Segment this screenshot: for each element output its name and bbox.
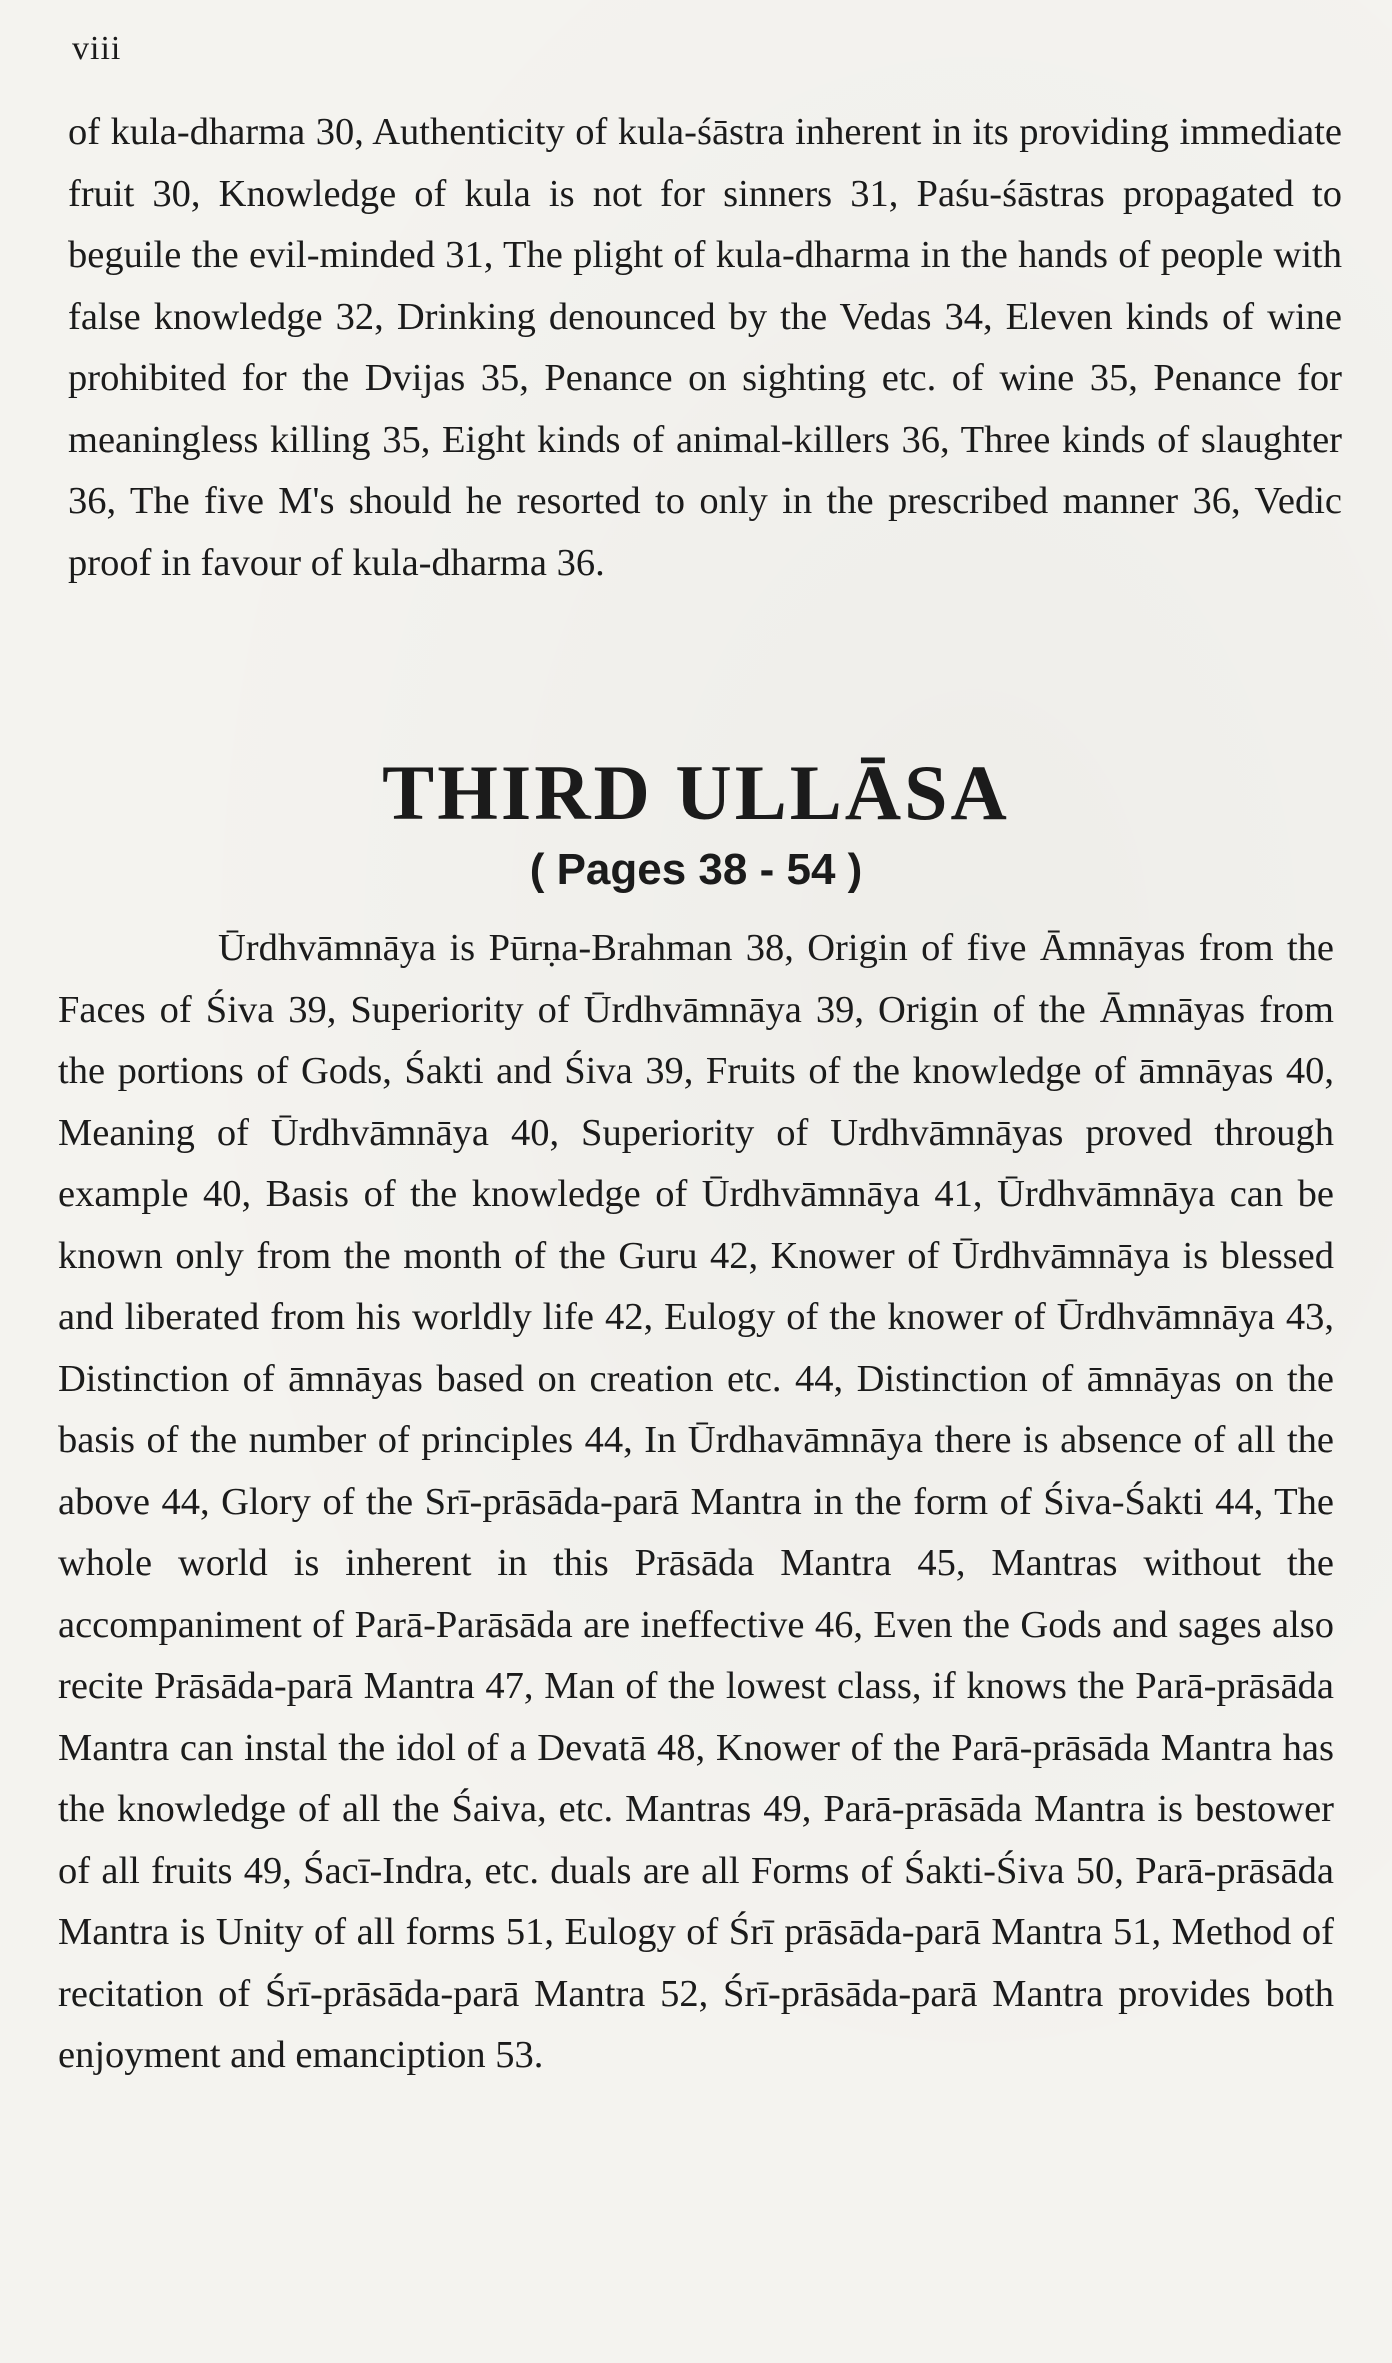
page-number: viii: [72, 30, 122, 67]
continued-contents-paragraph: of kula-dharma 30, Authenticity of kula-śāstra inherent in its providing immediate fruit 30, Knowledge of kula is not for sinners 31, Paśu-śāstras propagated to beguile the evil-minded 31, The plight of kula-dharma in the hands of people with false knowledge 32, Drinking denounced by the Vedas 34, Eleven kinds of wine prohibited for the Dvijas 35, Penance on sighting etc. of wine 35, Penance for meaningless killing 35, Eight kinds of animal-killers 36, Three kinds of slaughter 36, The five M's should he resorted to only in the prescribed manner 36, Vedic proof in favour of kula-dharma 36.: [68, 111, 1342, 584]
section-body-text: Ūrdhvāmnāya is Pūrṇa-Brahman 38, Origin of five Āmnāyas from the Faces of Śiva 39, Superiority of Ūrdhvāmnāya 39, Origin of the Āmnāyas from the portions of Gods, Śakti and Śiva 39, Fruits of the knowledge of āmnāyas 40, Meaning of Ūrdhvāmnāya 40, Superiority of Urdhvāmnāyas proved through example 40, Basis of the knowledge of Ūrdhvāmnāya 41, Ūrdhvāmnāya can be known only from the month of the Guru 42, Knower of Ūrdhvāmnāya is blessed and liberated from his worldly life 42, Eulogy of the knower of Ūrdhvāmnāya 43, Distinction of āmnāyas based on creation etc. 44, Distinction of āmnāyas on the basis of the number of principles 44, In Ūrdhavāmnāya there is absence of all the above 44, Glory of the Srī-prāsāda-parā Mantra in the form of Śiva-Śakti 44, The whole world is inherent in this Prāsāda Mantra 45, Mantras without the accompaniment of Parā-Parāsāda are ineffective 46, Even the Gods and sages also recite Prāsāda-parā Mantra 47, Man of the lowest class, if knows the Parā-prāsāda Mantra can instal the idol of a Devatā 48, Knower of the Parā-prāsāda Mantra has the knowledge of all the Śaiva, etc. Mantras 49, Parā-prāsāda Mantra is bestower of all fruits 49, Śacī-Indra, etc. duals are all Forms of Śakti-Śiva 50, Parā-prāsāda Mantra is Unity of all forms 51, Eulogy of Śrī prāsāda-parā Mantra 51, Method of recitation of Śrī-prāsāda-parā Mantra 52, Śrī-prāsāda-parā Mantra provides both enjoyment and emanciption 53.: [58, 927, 1334, 2076]
section-page-range: ( Pages 38 - 54 ): [529, 845, 863, 894]
section-contents-paragraph: [58, 918, 1334, 2087]
section-title: THIRD ULLĀSA: [382, 749, 1010, 836]
